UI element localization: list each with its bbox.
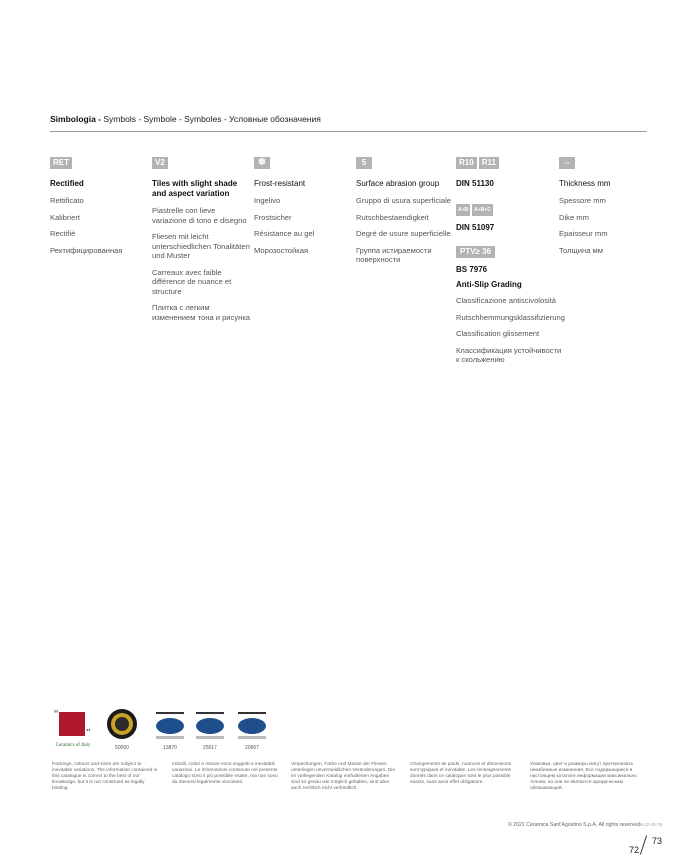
symbol-shade (152, 152, 252, 322)
disclaimer-it: Imballi, colori e misure sono soggetti a inevitabili variazioni. Le informazioni contenute nel presente catalogo sono il più possibile esatte, ma non sono da ritenersi legalmente vincolanti. (172, 762, 278, 785)
symbol-thickness (559, 152, 649, 255)
symbol-rectified (50, 152, 150, 255)
certification-icon (194, 712, 226, 740)
abrasion-fr: Degré de usure superficielle (356, 229, 451, 238)
abc-icon: A+B+C (472, 204, 493, 216)
cert2-number: 13870 (163, 745, 177, 751)
v2-icon: V2 (152, 157, 168, 169)
frost-lead: Frost-resistant (254, 179, 306, 188)
catalog-code: 9-12-20-7K (640, 822, 663, 827)
rectified-fr: Rectifié (50, 229, 76, 238)
ceramics-of-italy-icon (52, 708, 94, 738)
page-separator (640, 835, 647, 854)
din-51097: DIN 51097 (456, 223, 495, 232)
shade-fr: Carreaux avec faible différence de nuance et structure (152, 267, 232, 296)
r11-icon: R11 (479, 157, 499, 169)
thickness-fr: Epaisseur mm (559, 229, 608, 238)
svg-text:“: “ (54, 709, 59, 720)
symbol-frost (254, 152, 354, 255)
slip-lead: Anti-Slip Grading (456, 280, 522, 289)
cert1-number: 50000 (115, 745, 129, 751)
thickness-ru: Толщина мм (559, 245, 603, 255)
ceramics-of-italy-label: Ceramics of Italy (55, 743, 91, 748)
thickness-icon: ⇔ (559, 157, 575, 169)
copyright: © 2021 Ceramica Sant'Agostino S.p.A. All rights reserved. (508, 822, 642, 828)
shade-de: Fliesen mit leicht unterschiedlichen Tonalitäten und Muster (152, 232, 250, 260)
disclaimer-de: Verpackungen, Farbe und Masse der Fliesen unterliegen unvermeidlichen Veränderungen. Die im vorliegenden Katalog enthaltenen Angaben sind so genau wie möglich gehalten, sind aber auch rechtlich nicht verbindlich. (291, 762, 396, 791)
thickness-lead: Thickness mm (559, 179, 611, 188)
divider (50, 131, 647, 132)
disclaimer-en: Packings, colours and sizes are subject to inevitable variations. The information contained in this catalogue is correct to the best of our knowledge, but it is not construed as legally binding. (52, 762, 158, 791)
page-title (50, 114, 321, 124)
disclaimer-fr: Changements de poids, nuances et dimensions sont typiques et inévitable. Les renseignements donnés dans ce catalogue sont le plus possible exacts, sans avoir effet obligatoire. (410, 762, 512, 785)
title-bold: Simbologia - (50, 114, 101, 124)
frost-it: Ingelivo (254, 196, 281, 205)
ptv-badge-row (456, 241, 566, 259)
frost-fr: Résistance au gel (254, 229, 315, 238)
shade-lead: Tiles with slight shade and aspect variation (152, 179, 238, 198)
abrasion-lead: Surface abrasion group (356, 179, 440, 188)
r10-icon: R10 (456, 157, 477, 169)
rectified-lead: Rectified (50, 179, 84, 188)
barefoot-badges (456, 198, 566, 216)
seal-icon (104, 708, 140, 740)
title-rest: Symbols - Symbole - Symboles - Условные обозначения (101, 114, 321, 124)
ab-icon: A+B (456, 204, 470, 216)
thickness-de: Dike mm (559, 212, 589, 222)
certification-logos (52, 708, 282, 752)
symbol-abrasion (356, 152, 456, 265)
ptv-icon: PTV≥ 36 (456, 246, 495, 258)
cert4-number: 20667 (245, 745, 259, 751)
slip-de: Rutschhemmungsklassifizierung (456, 312, 565, 322)
bs-7976: BS 7976 (456, 265, 488, 274)
certification-icon (236, 712, 268, 740)
disclaimer-ru: Упаковка, цвет и размеры могут претерпевать неизбежные изменения. Все содержащиеся в настоящем каталоге информации максимально точная, но они не являются юридическим обязывающей. (530, 762, 637, 791)
din-51130: DIN 51130 (456, 179, 494, 188)
certification-icon (154, 712, 186, 740)
abrasion-it: Gruppo di usura superficiale (356, 196, 451, 205)
slip-it: Classificazione antiscivolosità (456, 296, 557, 305)
quality-seal-logo (104, 708, 140, 751)
ceramics-of-italy-logo (52, 708, 94, 748)
symbol-slip (456, 152, 566, 365)
abrasion-de: Rutschbestaendigkeit (356, 212, 429, 222)
frost-de: Frostsicher (254, 212, 292, 222)
thickness-it: Spessore mm (559, 196, 606, 205)
page-number-right: 73 (652, 836, 663, 846)
rectified-ru: Ректифицированная (50, 245, 123, 255)
cert3-number: 25017 (203, 745, 217, 751)
cert-logo-3 (236, 712, 268, 751)
ret-icon: RET (50, 157, 72, 169)
abrasion-ru: Группа истираемости поверхности (356, 245, 432, 264)
snowflake-icon: ❄ (254, 157, 270, 169)
frost-ru: Морозостойкая (254, 245, 309, 255)
page-number-left: 72 (629, 845, 640, 855)
rectified-it: Rettificato (50, 196, 84, 205)
cert-logo-1 (154, 712, 186, 751)
cert-logo-2 (194, 712, 226, 751)
slip-ru: Классификация устойчивости к скольжению (456, 345, 562, 364)
abrasion-group-icon: 5 (356, 157, 372, 169)
shade-ru: Плитка с легким изменением тона и рисунка (152, 303, 251, 322)
shade-it: Piastrelle con lieve variazione di tono e disegno (152, 206, 247, 225)
slip-fr: Classification glissement (456, 329, 540, 338)
svg-text:”: ” (86, 728, 91, 738)
rectified-de: Kalibriert (50, 212, 80, 222)
